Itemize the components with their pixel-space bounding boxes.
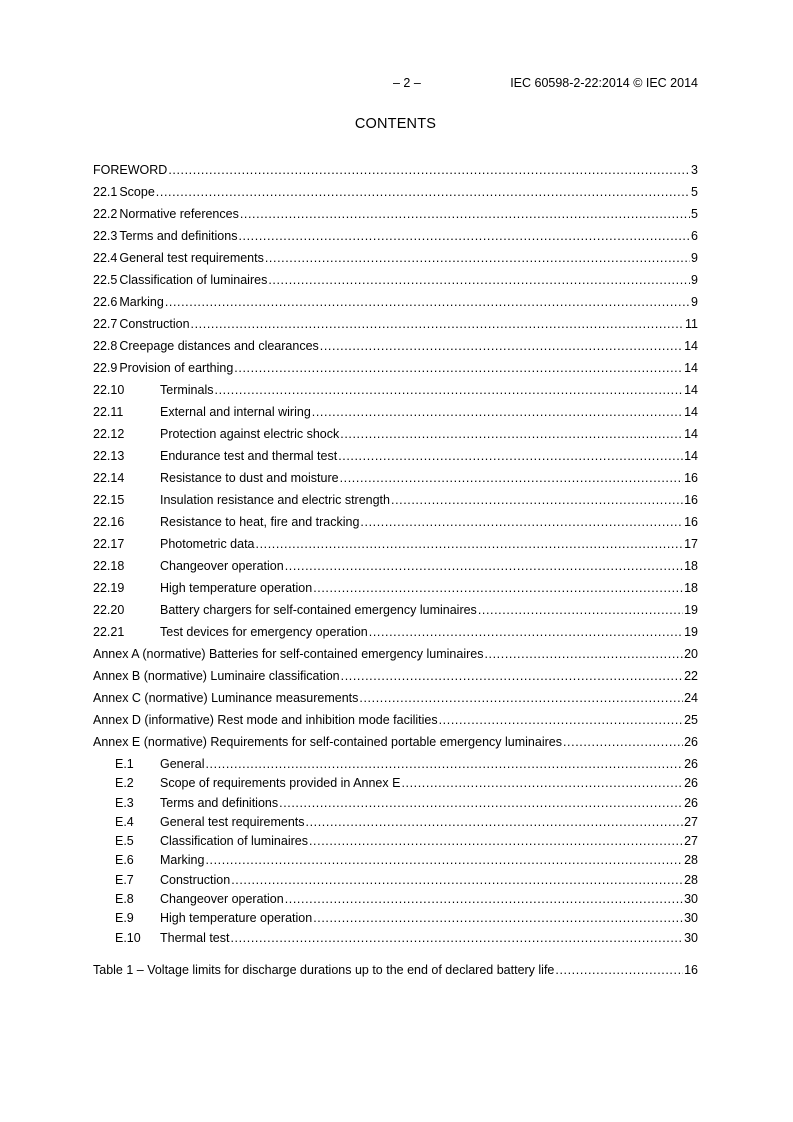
toc-entry-page: 14	[684, 361, 698, 375]
dot-leader	[313, 911, 683, 925]
toc-entry-page: 18	[684, 559, 698, 573]
toc-entry-page: 16	[684, 515, 698, 529]
toc-entry-number: 22.3	[93, 229, 118, 243]
toc-entry[interactable]	[93, 471, 698, 493]
toc-entry[interactable]	[93, 207, 698, 229]
toc-entry-title: Construction	[119, 317, 190, 331]
toc-entry-title: Classification of luminaires	[160, 834, 308, 849]
toc-entry-page: 26	[684, 757, 698, 771]
toc-entry-number: E.3	[115, 795, 134, 810]
toc-entry-page: 14	[684, 405, 698, 419]
toc-entry[interactable]	[93, 713, 698, 735]
toc-entry-number: 22.20	[93, 603, 125, 617]
toc-entry-title: Photometric data	[160, 537, 255, 551]
toc-entry-number: 22.10	[93, 383, 125, 397]
toc-entry[interactable]	[93, 647, 698, 669]
toc-entry-title: Terms and definitions	[119, 229, 238, 243]
toc-entry-title: Construction	[160, 872, 231, 887]
toc-entry-number: E.9	[115, 911, 134, 926]
toc-entry-title: Battery chargers for self-contained emergency luminaires	[160, 603, 477, 617]
dot-leader	[369, 625, 683, 639]
toc-entry-page: 30	[684, 892, 698, 907]
toc-entry[interactable]	[93, 963, 698, 985]
toc-entry-title: High temperature operation	[160, 581, 313, 595]
toc-entry-page: 28	[684, 872, 698, 887]
toc-entry-page: 16	[684, 962, 698, 977]
toc-entry[interactable]	[93, 892, 698, 911]
toc-entry[interactable]	[93, 603, 698, 625]
toc-entry[interactable]	[93, 449, 698, 471]
dot-leader	[231, 873, 683, 887]
toc-entry-number: 22.4	[93, 251, 118, 265]
toc-entry-page: 5	[691, 185, 698, 199]
dot-leader	[401, 776, 683, 790]
toc-entry-title: Marking	[119, 295, 164, 309]
toc-entry-number: 22.11	[93, 405, 124, 419]
toc-entry-number: E.2	[115, 776, 134, 791]
dot-leader	[312, 405, 683, 419]
toc-entry-page: 14	[684, 427, 698, 441]
toc-entry-number: E.5	[115, 834, 134, 849]
toc-entry-page: 9	[691, 273, 698, 287]
toc-entry-title: General	[160, 757, 205, 771]
toc-entry-title: Provision of earthing	[119, 361, 234, 375]
toc-entry-page: 30	[684, 930, 698, 945]
toc-entry-page: 26	[684, 795, 698, 810]
toc-entry-title: External and internal wiring	[160, 405, 311, 419]
dot-leader	[156, 185, 690, 199]
toc-entry-page: 6	[691, 229, 698, 243]
toc-entry-page: 27	[684, 814, 698, 829]
toc-entry[interactable]	[93, 229, 698, 251]
toc-entry-title: Annex B (normative) Luminaire classification	[93, 669, 340, 683]
toc-entry[interactable]	[93, 383, 698, 405]
toc-entry[interactable]	[93, 853, 698, 872]
toc-entry[interactable]	[93, 427, 698, 449]
dot-leader	[205, 853, 683, 867]
toc-entry[interactable]	[93, 405, 698, 427]
toc-entry-title: Annex C (normative) Luminance measurements	[93, 691, 359, 705]
toc-entry-page: 19	[684, 625, 698, 639]
toc-entry-number: 22.16	[93, 515, 125, 529]
dot-leader	[165, 295, 690, 309]
toc-entry-page: 26	[684, 735, 698, 749]
toc-entry-number: 22.5	[93, 273, 118, 287]
toc-entry-page: 19	[684, 603, 698, 617]
dot-leader	[265, 251, 690, 265]
dot-leader	[256, 537, 684, 551]
toc-entry-page: 14	[684, 339, 698, 353]
toc-entry-number: E.10	[115, 930, 141, 945]
toc-entry-page: 16	[684, 493, 698, 507]
dot-leader	[359, 691, 683, 705]
toc-entry-title: Scope	[119, 185, 155, 199]
dot-leader	[168, 163, 690, 177]
toc-entry-number: 22.14	[93, 471, 125, 485]
toc-entry-title: Protection against electric shock	[160, 427, 340, 441]
toc-entry[interactable]	[93, 735, 698, 757]
toc-entry-number: E.7	[115, 872, 134, 887]
toc-entry[interactable]	[93, 339, 698, 361]
toc-entry-page: 5	[691, 207, 698, 221]
dot-leader	[340, 471, 684, 485]
toc-entry[interactable]	[93, 815, 698, 834]
dot-leader	[285, 559, 683, 573]
toc-entry[interactable]	[93, 185, 698, 207]
toc-entry[interactable]	[93, 911, 698, 930]
toc-entry[interactable]	[93, 295, 698, 317]
toc-entry-page: 25	[684, 713, 698, 727]
toc-entry-number: 22.9	[93, 361, 118, 375]
toc-entry-page: 28	[684, 853, 698, 868]
dot-leader	[563, 735, 683, 749]
toc-entry-title: Terminals	[160, 383, 214, 397]
toc-entry[interactable]	[93, 273, 698, 295]
toc-entry-title: General test requirements	[160, 814, 305, 829]
toc-entry[interactable]	[93, 834, 698, 853]
toc-entry-number: 22.2	[93, 207, 118, 221]
toc-entry-page: 9	[691, 251, 698, 265]
toc-entry-page: 18	[684, 581, 698, 595]
dot-leader	[391, 493, 683, 507]
toc-entry-title: Table 1 – Voltage limits for discharge durations up to the end of declared battery life	[93, 962, 555, 977]
dot-leader	[341, 669, 683, 683]
table-of-contents	[93, 163, 698, 985]
page-header	[93, 76, 698, 92]
toc-entry-title: Annex A (normative) Batteries for self-contained emergency luminaires	[93, 647, 484, 661]
toc-entry[interactable]	[93, 537, 698, 559]
dot-leader	[313, 581, 683, 595]
toc-entry-number: 22.18	[93, 559, 125, 573]
dot-leader	[230, 931, 683, 945]
toc-entry[interactable]	[93, 625, 698, 647]
toc-entry-title: Terms and definitions	[160, 795, 279, 810]
toc-entry[interactable]	[93, 691, 698, 713]
dot-leader	[215, 383, 684, 397]
toc-entry-title: Classification of luminaires	[119, 273, 268, 287]
toc-entry-title: Changeover operation	[160, 892, 284, 907]
dot-leader	[205, 757, 683, 771]
toc-entry-number: E.4	[115, 814, 134, 829]
toc-entry-title: Marking	[160, 853, 205, 868]
toc-entry[interactable]	[93, 796, 698, 815]
toc-entry-number: 22.21	[93, 625, 125, 639]
dot-leader	[484, 647, 683, 661]
toc-entry-number: 22.8	[93, 339, 118, 353]
toc-entry-page: 20	[684, 647, 698, 661]
toc-entry-number: 22.7	[93, 317, 118, 331]
toc-entry-page: 30	[684, 911, 698, 926]
toc-entry-title: Normative references	[119, 207, 239, 221]
toc-entry-number: 22.12	[93, 427, 125, 441]
dot-leader	[238, 229, 690, 243]
toc-entry-title: Annex D (informative) Rest mode and inhibition mode facilities	[93, 713, 438, 727]
toc-entry[interactable]	[93, 163, 698, 185]
section-gap	[93, 950, 698, 963]
toc-entry[interactable]	[93, 361, 698, 383]
toc-entry-page: 24	[684, 691, 698, 705]
toc-entry-number: 22.6	[93, 295, 118, 309]
toc-entry[interactable]	[93, 757, 698, 776]
toc-entry[interactable]	[93, 515, 698, 537]
dot-leader	[234, 361, 683, 375]
toc-entry-number: 22.13	[93, 449, 125, 463]
dot-leader	[240, 207, 690, 221]
toc-entry-page: 17	[684, 537, 698, 551]
dot-leader	[285, 892, 683, 906]
toc-entry-title: Insulation resistance and electric strength	[160, 493, 390, 507]
toc-entry-page: 16	[684, 471, 698, 485]
toc-entry-number: 22.17	[93, 537, 125, 551]
toc-entry-page: 26	[684, 776, 698, 791]
dot-leader	[268, 273, 690, 287]
toc-entry-page: 9	[691, 295, 698, 309]
toc-entry-number: 22.1	[93, 185, 118, 199]
toc-entry[interactable]	[93, 776, 698, 795]
dot-leader	[439, 713, 683, 727]
dot-leader	[340, 427, 683, 441]
toc-entry-title: Annex E (normative) Requirements for self-contained portable emergency luminaires	[93, 735, 562, 749]
toc-entry[interactable]	[93, 317, 698, 339]
dot-leader	[191, 317, 684, 331]
toc-entry-number: 22.19	[93, 581, 125, 595]
toc-entry-page: 14	[684, 383, 698, 397]
toc-entry[interactable]	[93, 581, 698, 603]
toc-entry[interactable]	[93, 873, 698, 892]
toc-entry[interactable]	[93, 931, 698, 950]
toc-entry-page: 14	[684, 449, 698, 463]
toc-entry-page: 3	[691, 163, 698, 177]
toc-entry-number: E.1	[115, 757, 134, 771]
dot-leader	[309, 834, 683, 848]
toc-entry-title: High temperature operation	[160, 911, 313, 926]
toc-entry-page: 11	[685, 317, 698, 331]
page-title: CONTENTS	[354, 116, 437, 132]
document-reference: IEC 60598-2-22:2014 © IEC 2014	[510, 76, 698, 90]
toc-entry-page: 27	[684, 834, 698, 849]
dot-leader	[338, 449, 683, 463]
toc-entry-number: 22.15	[93, 493, 125, 507]
toc-entry[interactable]	[93, 251, 698, 273]
toc-entry-number: E.6	[115, 853, 134, 868]
dot-leader	[478, 603, 683, 617]
toc-entry[interactable]	[93, 493, 698, 515]
toc-entry-title: Thermal test	[160, 930, 230, 945]
toc-entry-title: General test requirements	[119, 251, 264, 265]
toc-entry-title: Test devices for emergency operation	[160, 625, 368, 639]
page-number: – 2 –	[393, 76, 421, 90]
toc-entry-title: Resistance to heat, fire and tracking	[160, 515, 360, 529]
toc-entry-title: Resistance to dust and moisture	[160, 471, 339, 485]
toc-entry[interactable]	[93, 559, 698, 581]
toc-entry-title: Creepage distances and clearances	[119, 339, 319, 353]
toc-entry-title: Scope of requirements provided in Annex E	[160, 776, 401, 791]
toc-entry-title: FOREWORD	[93, 163, 168, 177]
dot-leader	[555, 963, 683, 977]
toc-entry-title: Changeover operation	[160, 559, 284, 573]
dot-leader	[320, 339, 683, 353]
toc-entry-number: E.8	[115, 892, 134, 907]
dot-leader	[279, 796, 683, 810]
toc-entry-page: 22	[684, 669, 698, 683]
toc-entry[interactable]	[93, 669, 698, 691]
dot-leader	[306, 815, 684, 829]
dot-leader	[360, 515, 683, 529]
toc-entry-title: Endurance test and thermal test	[160, 449, 338, 463]
